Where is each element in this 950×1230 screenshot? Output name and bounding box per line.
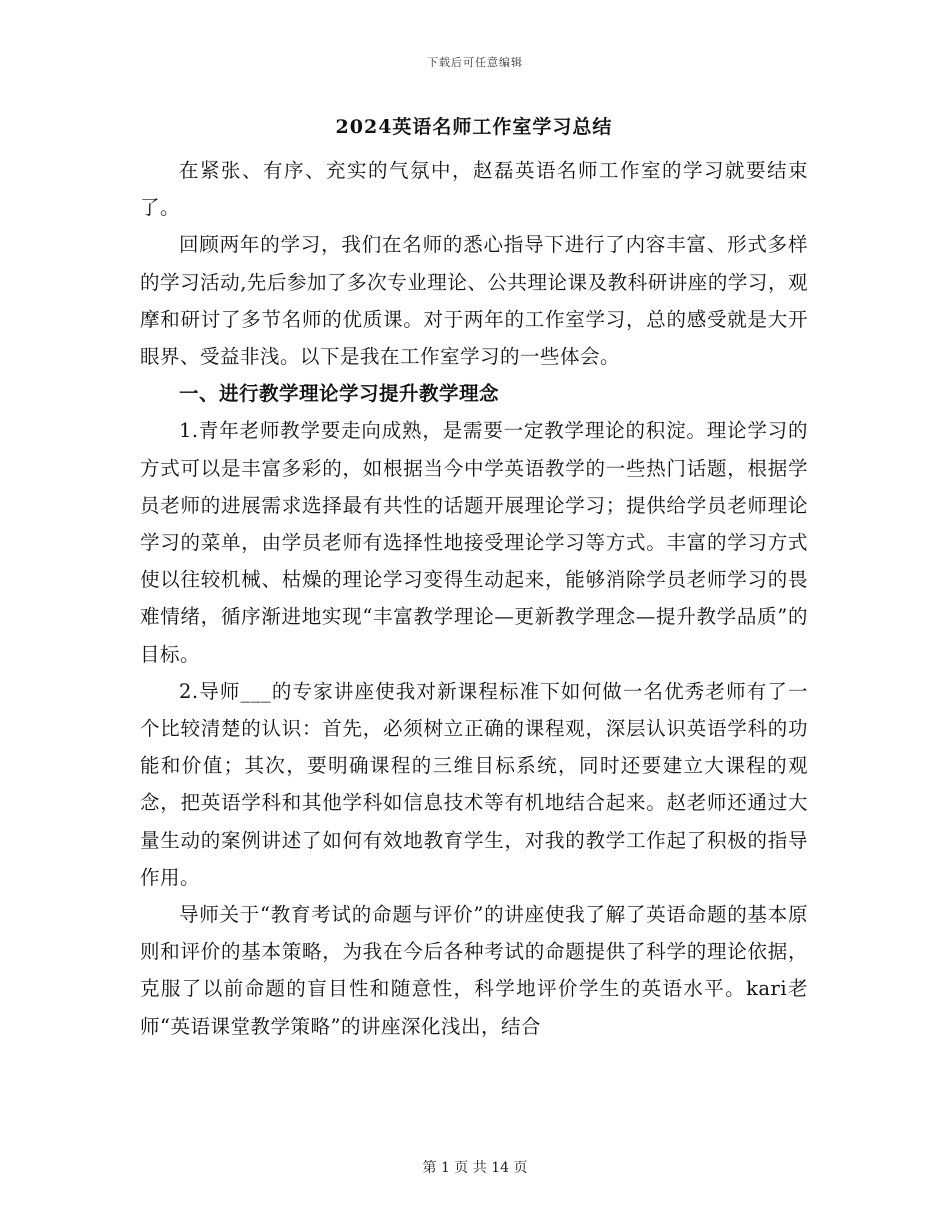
section-paragraph-1: 1.青年老师教学要走向成熟，是需要一定教学理论的积淀。理论学习的方式可以是丰富多彩的，如根据当今中学英语教学的一些热门话题，根据学员老师的进展需求选择最有共性的话题开展理论学习；提供给学员老师理论学习的菜单，由学员老师有选择性地接受理论学习等方式。丰富的学习方式使以往较机械、枯燥的理论学习变得生动起来，能够消除学员老师学习的畏难情绪，循序渐进地实现“丰富教学理论—更新教学理念—提升教学品质”的目标。	[140, 419, 808, 666]
section-paragraph-2: 2.导师___的专家讲座使我对新课程标准下如何做一名优秀老师有了一个比较清楚的认识：首先，必须树立正确的课程观，深层认识英语学科的功能和价值；其次，要明确课程的三维目标系统，同时还要建立大课程的观念，把英语学科和其他学科如信息技术等有机地结合起来。赵老师还通过大量生动的案例讲述了如何有效地教育学生，对我的教学工作起了积极的指导作用。	[140, 679, 808, 889]
section-paragraph-3: 导师关于“教育考试的命题与评价”的讲座使我了解了英语命题的基本原则和评价的基本策略，为我在今后各种考试的命题提供了科学的理论依据，克服了以前命题的盲目性和随意性，科学地评价学生的英语水平。kari老师“英语课堂教学策略”的讲座深化浅出，结合	[140, 903, 808, 1038]
section-heading: 一、进行教学理论学习提升教学理念	[179, 382, 500, 406]
intro-paragraph: 在紧张、有序、充实的气氛中，赵磊英语名师工作室的学习就要结束了。	[140, 159, 808, 220]
review-paragraph: 回顾两年的学习，我们在名师的悉心指导下进行了内容丰富、形式多样的学习活动,先后参加了多次专业理论、公共理论课及教科研讲座的学习，观摩和研讨了多节名师的优质课。对于两年的工作室学习，总的感受就是大开眼界、受益非浅。以下是我在工作室学习的一些体会。	[140, 233, 808, 369]
document-body	[140, 112, 808, 1045]
page-footer: 第 1 页 共 14 页	[422, 1160, 528, 1176]
page-header-note: 下载后可任意编辑	[427, 56, 523, 69]
document-title: 2024英语名师工作室学习总结	[335, 116, 613, 138]
